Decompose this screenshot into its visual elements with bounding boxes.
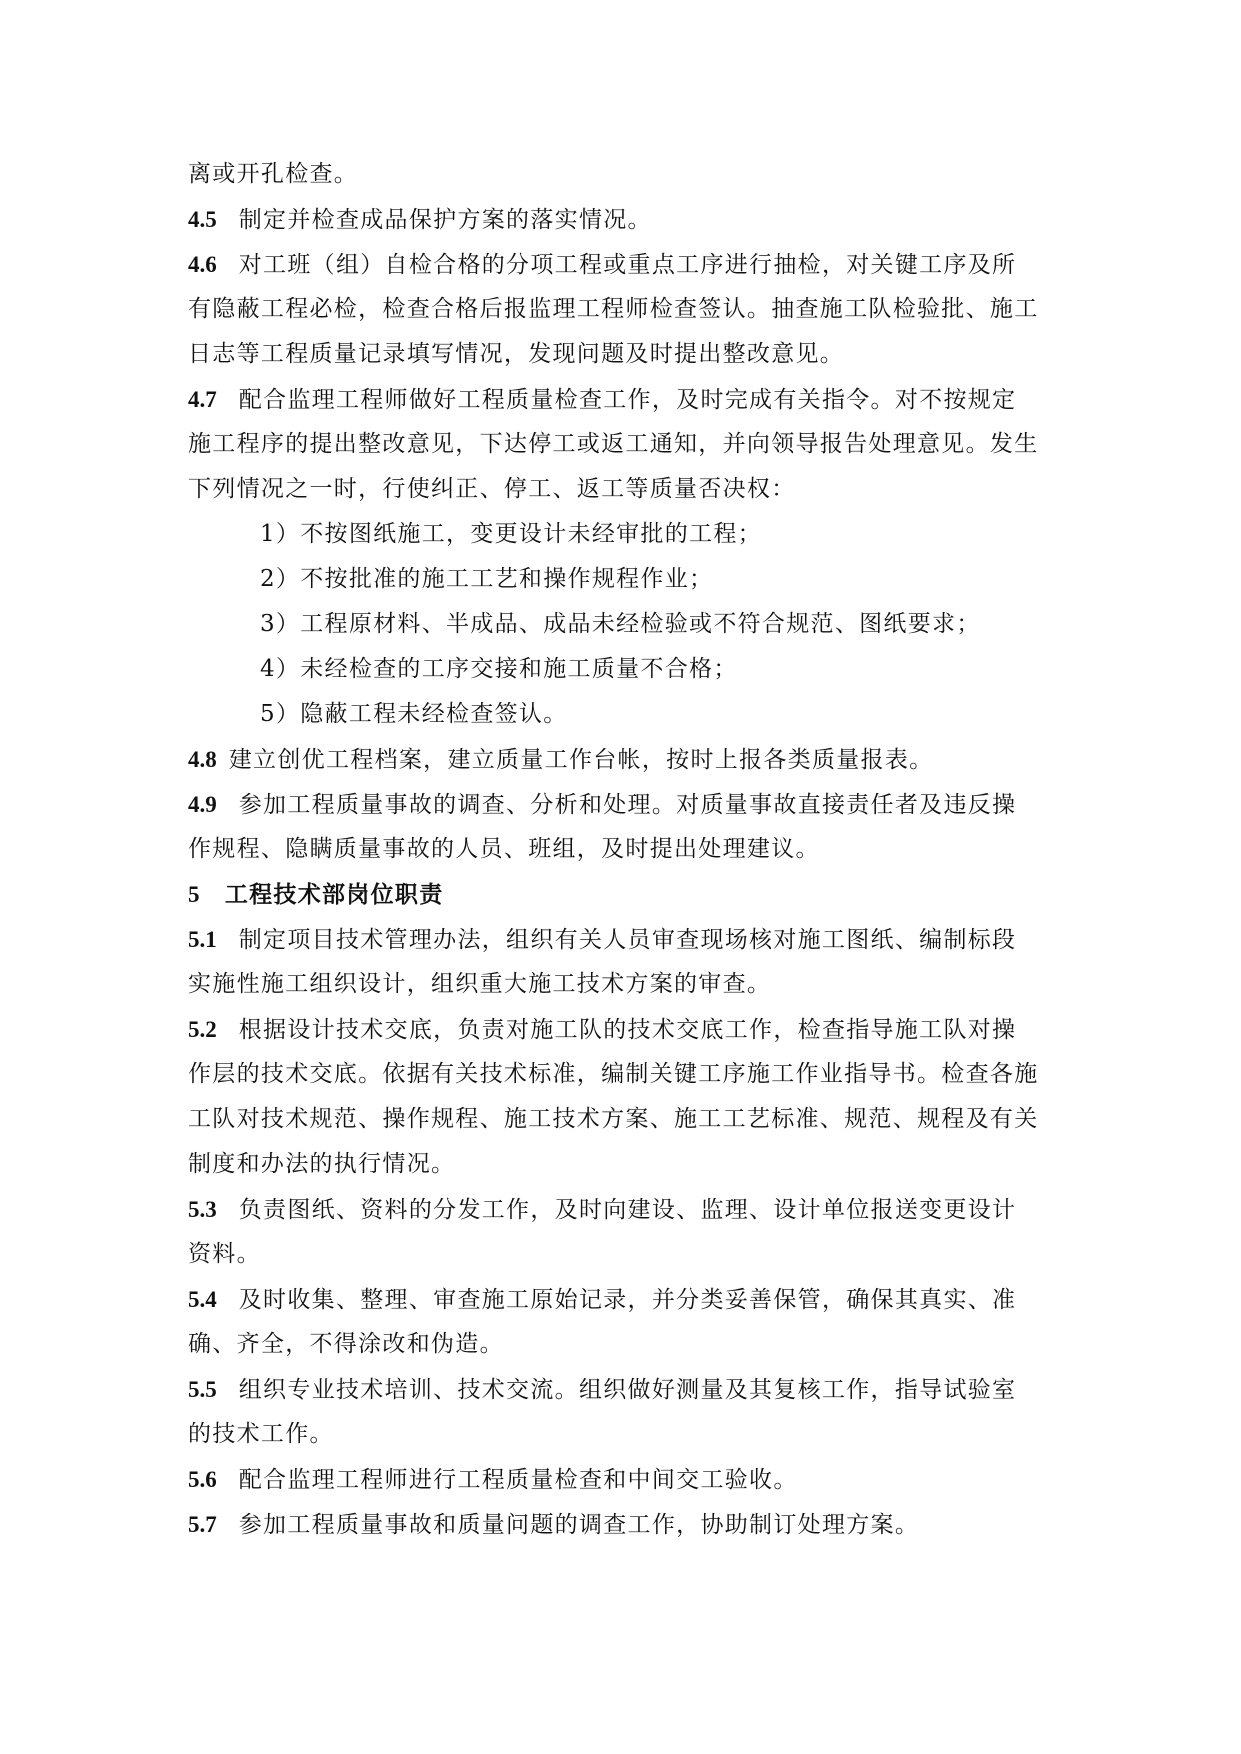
clause-text: 根据设计技术交底，负责对施工队的技术交底工作，检查指导施工队对操 xyxy=(238,1017,1017,1043)
line-text: 离或开孔检查。 xyxy=(188,161,359,187)
line-text: 1）不按图纸施工，变更设计未经审批的工程； xyxy=(260,521,762,547)
line-text: 作规程、隐瞒质量事故的人员、班组，及时提出处理建议。 xyxy=(188,836,820,862)
list-item xyxy=(188,692,1062,737)
line-text: 3）工程原材料、半成品、成品未经检验或不符合规范、图纸要求； xyxy=(260,611,981,637)
clause-number: 4.7 xyxy=(188,387,217,412)
clause-number: 5.5 xyxy=(188,1377,217,1402)
clause-text: 负责图纸、资料的分发工作，及时向建设、监理、设计单位报送变更设计 xyxy=(238,1197,1017,1223)
clause-4-9 xyxy=(188,782,1062,827)
clause-number: 4.6 xyxy=(188,252,217,277)
clause-number: 5.2 xyxy=(188,1017,217,1042)
text-line xyxy=(188,422,1062,467)
clause-text: 对工班（组）自检合格的分项工程或重点工序进行抽检，对关键工序及所 xyxy=(238,252,1017,278)
clause-number: 5.1 xyxy=(188,927,217,952)
text-line xyxy=(188,1052,1062,1097)
text-line xyxy=(188,1232,1062,1277)
line-text: 作层的技术交底。依据有关技术标准，编制关键工序施工作业指导书。检查各施 xyxy=(188,1061,1039,1087)
line-text: 的技术工作。 xyxy=(188,1421,334,1447)
clause-5-5 xyxy=(188,1367,1062,1412)
clause-5-4 xyxy=(188,1277,1062,1322)
clause-text: 制定并检查成品保护方案的落实情况。 xyxy=(238,207,652,233)
line-text: 确、齐全，不得涂改和伪造。 xyxy=(188,1331,504,1357)
clause-text: 参加工程质量事故的调查、分析和处理。对质量事故直接责任者及违反操 xyxy=(238,792,1017,818)
line-text: 实施性施工组织设计，组织重大施工技术方案的审查。 xyxy=(188,971,772,997)
line-text: 下列情况之一时，行使纠正、停工、返工等质量否决权： xyxy=(188,476,796,502)
line-text: 资料。 xyxy=(188,1241,261,1267)
section-title: 工程技术部岗位职责 xyxy=(224,881,444,908)
clause-text: 参加工程质量事故和质量问题的调查工作，协助制订处理方案。 xyxy=(238,1512,920,1538)
text-line xyxy=(188,287,1062,332)
clause-text: 制定项目技术管理办法，组织有关人员审查现场核对施工图纸、编制标段 xyxy=(238,927,1017,953)
text-line xyxy=(188,1097,1062,1142)
clause-number: 4.5 xyxy=(188,207,217,232)
clause-4-8 xyxy=(188,737,1062,782)
clause-number: 5.4 xyxy=(188,1287,217,1312)
clause-number: 4.9 xyxy=(188,792,217,817)
text-line xyxy=(188,152,1062,197)
clause-number: 5.3 xyxy=(188,1197,217,1222)
list-item xyxy=(188,557,1062,602)
text-line xyxy=(188,962,1062,1007)
clause-number: 5.6 xyxy=(188,1467,217,1492)
clause-text: 配合监理工程师进行工程质量检查和中间交工验收。 xyxy=(238,1467,798,1493)
list-item xyxy=(188,512,1062,557)
clause-5-2 xyxy=(188,1007,1062,1052)
clause-text: 及时收集、整理、审查施工原始记录，并分类妥善保管，确保其真实、准 xyxy=(238,1287,1017,1313)
section-number: 5 xyxy=(188,882,201,907)
text-line xyxy=(188,332,1062,377)
clause-text: 建立创优工程档案，建立质量工作台帐，按时上报各类质量报表。 xyxy=(228,747,934,773)
line-text: 4）未经检查的工序交接和施工质量不合格； xyxy=(260,656,738,682)
clause-5-1 xyxy=(188,917,1062,962)
line-text: 工队对技术规范、操作规程、施工技术方案、施工工艺标准、规范、规程及有关 xyxy=(188,1106,1039,1132)
line-text: 日志等工程质量记录填写情况，发现问题及时提出整改意见。 xyxy=(188,341,845,367)
text-line xyxy=(188,1412,1062,1457)
clause-5-7 xyxy=(188,1502,1062,1547)
clause-text: 配合监理工程师做好工程质量检查工作，及时完成有关指令。对不按规定 xyxy=(238,387,1017,413)
clause-text: 组织专业技术培训、技术交流。组织做好测量及其复核工作，指导试验室 xyxy=(238,1377,1017,1403)
clause-5-3 xyxy=(188,1187,1062,1232)
clause-number: 4.8 xyxy=(188,747,217,772)
clause-number: 5.7 xyxy=(188,1512,217,1537)
line-text: 施工程序的提出整改意见，下达停工或返工通知，并向领导报告处理意见。发生 xyxy=(188,431,1039,457)
text-line xyxy=(188,827,1062,872)
section-heading xyxy=(188,872,1062,917)
list-item xyxy=(188,602,1062,647)
text-line xyxy=(188,467,1062,512)
line-text: 制度和办法的执行情况。 xyxy=(188,1151,456,1177)
line-text: 有隐蔽工程必检，检查合格后报监理工程师检查签认。抽查施工队检验批、施工 xyxy=(188,296,1039,322)
clause-4-6 xyxy=(188,242,1062,287)
line-text: 5）隐蔽工程未经检查签认。 xyxy=(260,701,568,727)
document-body xyxy=(188,152,1062,1547)
clause-5-6 xyxy=(188,1457,1062,1502)
text-line xyxy=(188,1142,1062,1187)
list-item xyxy=(188,647,1062,692)
clause-4-7 xyxy=(188,377,1062,422)
line-text: 2）不按批准的施工工艺和操作规程作业； xyxy=(260,566,714,592)
text-line xyxy=(188,1322,1062,1367)
clause-4-5 xyxy=(188,197,1062,242)
